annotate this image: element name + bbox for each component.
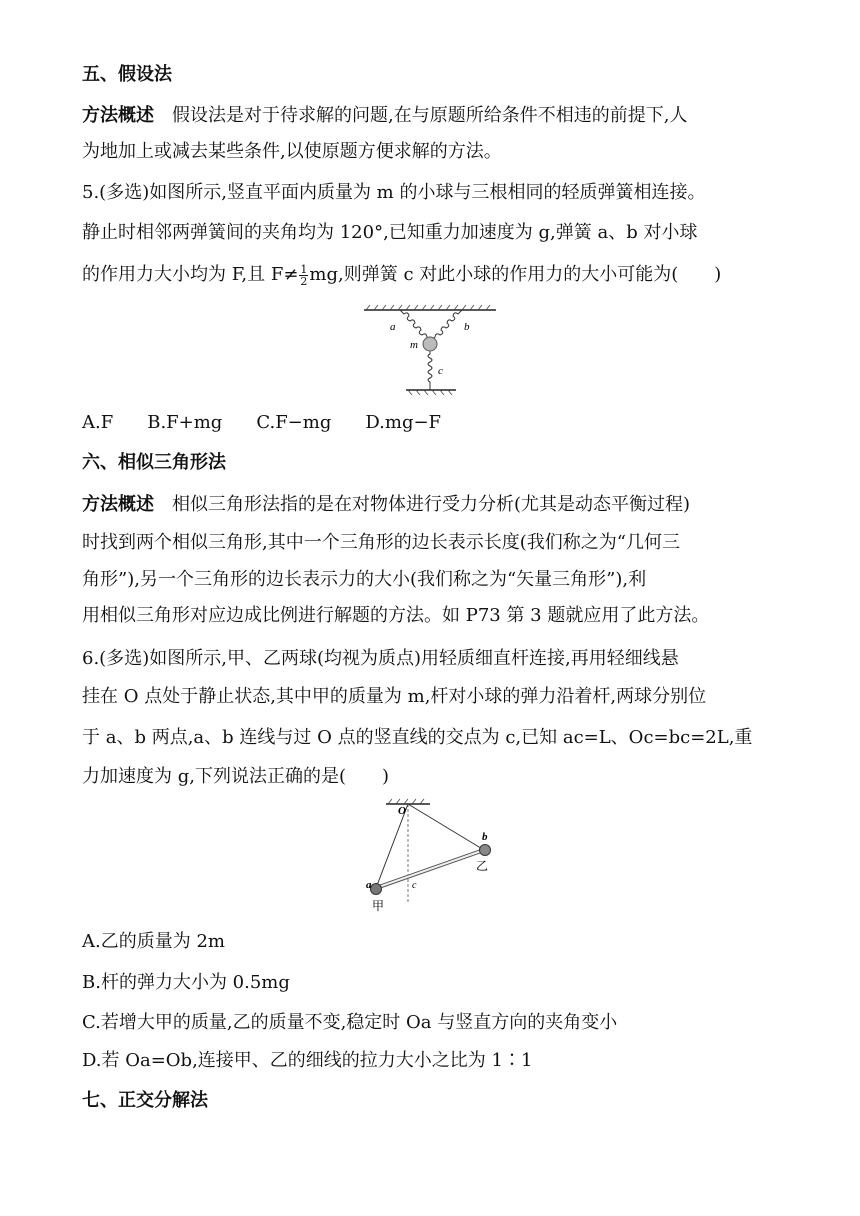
option-d: D.若 Oa=Ob,连接甲、乙的细线的拉力大小之比为 1∶1 [82,1050,533,1071]
question-5-text-part: mg,则弹簧 c 对此小球的作用力的大小可能为( ) [309,264,722,285]
method-overview-6 [82,490,690,520]
question-5-text-part: 的作用力大小均为 F,且 F≠ [82,264,299,285]
ball-yi [480,845,491,856]
fraction-half: $\frac{1}{2}$ [300,262,308,288]
label-b: b [464,321,470,333]
spring-b [432,310,462,342]
label-c: c [438,365,443,377]
label-o: O [398,805,406,817]
label-m: m [410,339,418,351]
rod-balls-figure [360,798,510,918]
section-heading-6: 六、相似三角形法 [82,452,226,473]
overview-text: 用相似三角形对应边成比例进行解题的方法。如 P73 第 3 题就应用了此方法。 [82,605,710,626]
overview-text: 相似三角形法指的是在对物体进行受力分析(尤其是动态平衡过程) [172,494,691,515]
spring-c [428,350,432,390]
label-a: a [366,879,372,891]
label-yi: 乙 [476,859,489,873]
overview-text: 为地加上或减去某些条件,以使原题方便求解的方法。 [82,141,502,162]
question-5-text [82,260,721,290]
spring-ball-figure [360,302,500,402]
ball-jia [371,884,382,895]
overview-label: 方法概述 [82,105,154,126]
overview-text: 角形”),另一个三角形的边长表示力的大小(我们称之为“矢量三角形”),利 [82,569,647,590]
option-a: A.乙的质量为 2m [82,931,225,952]
option-c: C.若增大甲的质量,乙的质量不变,稳定时 Oa 与竖直方向的夹角变小 [82,1012,618,1033]
overview-label: 方法概述 [82,494,154,515]
question-6-text: 挂在 O 点处于静止状态,其中甲的质量为 m,杆对小球的弹力沿着杆,两球分别位 [82,686,707,707]
question-5-text: 5.(多选)如图所示,竖直平面内质量为 m 的小球与三根相同的轻质弹簧相连接。 [82,182,706,203]
label-a: a [390,321,396,333]
option-d: D.mg−F [365,412,442,433]
question-5-options [82,408,475,438]
section-heading-7: 七、正交分解法 [82,1090,208,1111]
question-6-text: 力加速度为 g,下列说法正确的是( ) [82,766,390,787]
question-5-text: 静止时相邻两弹簧间的夹角均为 120°,已知重力加速度为 g,弹簧 a、b 对小球 [82,222,698,243]
method-overview-5 [82,101,687,131]
ball-m [423,337,437,351]
question-6-text: 6.(多选)如图所示,甲、乙两球(均视为质点)用轻质细直杆连接,再用轻细线悬 [82,648,679,669]
option-c: C.F−mg [256,412,332,433]
label-c: c [412,880,417,891]
thread-ob [408,804,484,850]
section-heading-5: 五、假设法 [82,64,172,85]
option-b: B.F+mg [147,412,223,433]
label-jia: 甲 [372,899,385,913]
option-a: A.F [82,412,114,433]
rod-highlight [376,850,484,888]
overview-text: 时找到两个相似三角形,其中一个三角形的边长表示长度(我们称之为“几何三 [82,532,680,553]
option-b: B.杆的弹力大小为 0.5mg [82,972,290,993]
question-6-text: 于 a、b 两点,a、b 连线与过 O 点的竖直线的交点为 c,已知 ac=L、Oc=bc=2L,重 [82,727,753,748]
spring-a [400,310,428,342]
overview-text: 假设法是对于待求解的问题,在与原题所给条件不相违的前提下,人 [172,105,688,126]
label-b: b [482,831,488,843]
